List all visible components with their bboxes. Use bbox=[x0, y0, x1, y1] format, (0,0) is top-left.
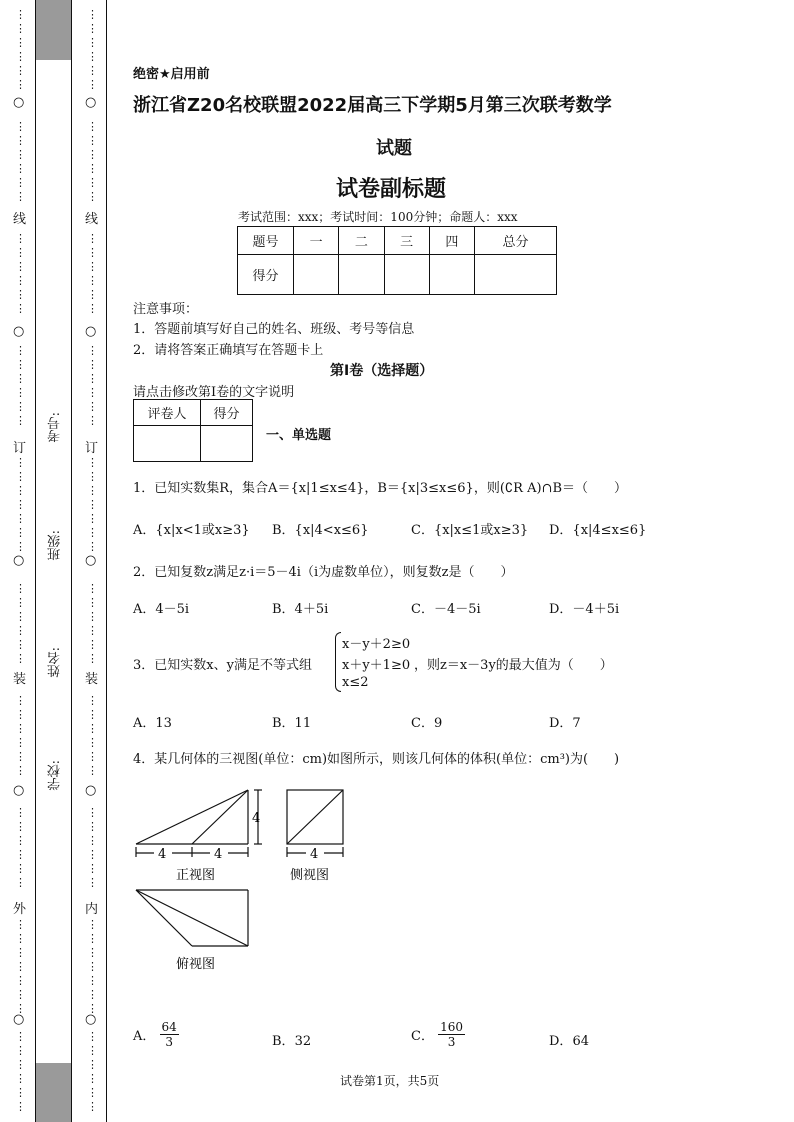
binding-dot: ⋮ bbox=[15, 470, 26, 483]
binding-dot: ⋮ bbox=[15, 344, 26, 357]
dim-label: 4 bbox=[310, 847, 319, 862]
grader-header: 得分 bbox=[201, 400, 253, 426]
numerator: 64 bbox=[161, 1020, 177, 1034]
binding-dot: ⋮ bbox=[87, 736, 98, 749]
outer-mark-7: ○ bbox=[13, 783, 25, 798]
inner-mark-2: 线 bbox=[85, 212, 99, 227]
binding-dot: ⋮ bbox=[87, 988, 98, 1001]
label-exam-number: 考号: bbox=[48, 412, 63, 443]
binding-dot: ⋮ bbox=[15, 624, 26, 637]
binding-dot: ⋮ bbox=[87, 1030, 98, 1043]
binding-dot: ⋮ bbox=[87, 932, 98, 945]
binding-dot: ⋮ bbox=[15, 1086, 26, 1099]
binding-dot: ⋮ bbox=[15, 694, 26, 707]
q3-option-b[interactable]: B．11 bbox=[272, 716, 312, 731]
outer-mark-2: 线 bbox=[13, 212, 27, 227]
binding-dot: ⋮ bbox=[15, 484, 26, 497]
binding-dot: ⋮ bbox=[87, 8, 98, 21]
binding-dot: ⋮ bbox=[87, 624, 98, 637]
outer-mark-3: ○ bbox=[13, 324, 25, 339]
binding-dot: ⋮ bbox=[87, 176, 98, 189]
option-value: 32 bbox=[294, 1034, 312, 1049]
page-title: 浙江省Z20名校联盟2022届高三下学期5月第三次联考数学 bbox=[133, 95, 612, 116]
notes-item: 1．答题前填写好自己的姓名、班级、考号等信息 bbox=[133, 322, 415, 337]
binding-dot: ⋮ bbox=[87, 638, 98, 651]
binding-dot: ⋮ bbox=[87, 694, 98, 707]
q3-option-c[interactable]: C．9 bbox=[411, 716, 443, 731]
binding-dot: ⋮ bbox=[15, 162, 26, 175]
denominator: 3 bbox=[165, 1035, 173, 1049]
score-cell[interactable] bbox=[294, 255, 339, 295]
binding-dot: ⋮ bbox=[15, 526, 26, 539]
binding-dot: ⋮ bbox=[15, 736, 26, 749]
page-subtitle: 试卷副标题 bbox=[336, 177, 447, 202]
binding-dot: ⋮ bbox=[15, 400, 26, 413]
binding-dot: ⋮ bbox=[15, 1044, 26, 1057]
page-footer: 试卷第1页，共5页 bbox=[340, 1074, 440, 1088]
binding-dot: ⋮ bbox=[87, 1058, 98, 1071]
binding-dot: ⋮ bbox=[87, 246, 98, 259]
front-view bbox=[136, 790, 262, 857]
binding-dot: ⋮ bbox=[15, 1072, 26, 1085]
option-letter: B． bbox=[272, 1034, 295, 1049]
denominator: 3 bbox=[447, 1035, 456, 1049]
score-header: 四 bbox=[429, 227, 474, 255]
binding-dot: ⋮ bbox=[87, 918, 98, 931]
binding-dot: ⋮ bbox=[87, 232, 98, 245]
binding-dot: ⋮ bbox=[15, 372, 26, 385]
binding-dot: ⋮ bbox=[15, 134, 26, 147]
binding-dot: ⋮ bbox=[15, 120, 26, 133]
binding-dot: ⋮ bbox=[87, 288, 98, 301]
binding-dot: ⋮ bbox=[15, 232, 26, 245]
inner-mark-5: ○ bbox=[85, 553, 97, 568]
score-header: 题号 bbox=[238, 227, 294, 255]
outer-mark-4: 订 bbox=[13, 441, 27, 456]
binding-dot: ⋮ bbox=[87, 344, 98, 357]
fraction bbox=[438, 1020, 465, 1049]
binding-dot: ⋮ bbox=[87, 764, 98, 777]
binding-dot: ⋮ bbox=[87, 526, 98, 539]
inner-mark-4: 订 bbox=[85, 441, 99, 456]
inner-mark-6: 装 bbox=[85, 672, 99, 687]
binding-dot: ⋮ bbox=[15, 946, 26, 959]
binding-dot: ⋮ bbox=[87, 484, 98, 497]
binding-line-2 bbox=[71, 0, 72, 1122]
binding-dot: ⋮ bbox=[15, 652, 26, 665]
binding-dot: ⋮ bbox=[15, 1030, 26, 1043]
binding-dot: ⋮ bbox=[87, 50, 98, 63]
binding-dot: ⋮ bbox=[15, 806, 26, 819]
binding-dot: ⋮ bbox=[87, 610, 98, 623]
binding-dot: ⋮ bbox=[87, 148, 98, 161]
binding-dot: ⋮ bbox=[87, 1072, 98, 1085]
binding-dot: ⋮ bbox=[87, 652, 98, 665]
q3-system-line: x≤2 bbox=[342, 675, 369, 690]
binding-dot: ⋮ bbox=[15, 582, 26, 595]
binding-dot: ⋮ bbox=[87, 1002, 98, 1015]
grader-cell[interactable] bbox=[201, 426, 253, 462]
binding-dot: ⋮ bbox=[87, 400, 98, 413]
binding-dot: ⋮ bbox=[15, 8, 26, 21]
binding-dot: ⋮ bbox=[15, 176, 26, 189]
binding-dot: ⋮ bbox=[15, 932, 26, 945]
binding-dot: ⋮ bbox=[87, 876, 98, 889]
score-header: 一 bbox=[294, 227, 339, 255]
binding-dot: ⋮ bbox=[87, 414, 98, 427]
binding-dot: ⋮ bbox=[87, 960, 98, 973]
binding-dot: ⋮ bbox=[15, 260, 26, 273]
binding-dot: ⋮ bbox=[15, 960, 26, 973]
binding-dot: ⋮ bbox=[15, 596, 26, 609]
fraction bbox=[160, 1020, 179, 1049]
binding-dot: ⋮ bbox=[15, 638, 26, 651]
numerator: 160 bbox=[440, 1020, 463, 1034]
binding-dot: ⋮ bbox=[15, 834, 26, 847]
grader-cell[interactable] bbox=[134, 426, 201, 462]
q3-system-line: x－y＋2≥0 bbox=[342, 637, 411, 652]
binding-dot: ⋮ bbox=[87, 848, 98, 861]
binding-dot: ⋮ bbox=[87, 134, 98, 147]
confidential-mark: 绝密★启用前 bbox=[133, 67, 210, 82]
binding-dot: ⋮ bbox=[15, 64, 26, 77]
three-view-figure bbox=[130, 785, 360, 975]
binding-dot: ⋮ bbox=[15, 988, 26, 1001]
score-row-label: 得分 bbox=[238, 255, 294, 295]
outer-mark-6: 装 bbox=[13, 672, 27, 687]
binding-dot: ⋮ bbox=[15, 848, 26, 861]
binding-dot: ⋮ bbox=[15, 764, 26, 777]
binding-dot: ⋮ bbox=[87, 974, 98, 987]
binding-dot: ⋮ bbox=[15, 190, 26, 203]
binding-dot: ⋮ bbox=[15, 288, 26, 301]
score-cell[interactable] bbox=[475, 255, 557, 295]
binding-dot: ⋮ bbox=[87, 36, 98, 49]
binding-dot: ⋮ bbox=[87, 302, 98, 315]
section-title: 第I卷（选择题） bbox=[330, 363, 434, 379]
binding-dot: ⋮ bbox=[15, 414, 26, 427]
outer-mark-5: ○ bbox=[13, 553, 25, 568]
binding-dot: ⋮ bbox=[15, 540, 26, 553]
binding-band-top bbox=[35, 0, 71, 60]
q4-option-d[interactable] bbox=[549, 1030, 589, 1049]
binding-dot: ⋮ bbox=[87, 358, 98, 371]
top-view bbox=[136, 890, 248, 946]
binding-dot: ⋮ bbox=[87, 386, 98, 399]
label-name: 姓名: bbox=[48, 647, 63, 678]
label-school: 学校: bbox=[48, 760, 63, 791]
inner-mark-7: ○ bbox=[85, 783, 97, 798]
binding-dot: ⋮ bbox=[87, 708, 98, 721]
binding-dot: ⋮ bbox=[15, 302, 26, 315]
inner-mark-1: ○ bbox=[85, 95, 97, 110]
q1-option-c[interactable]: C．{x|x≤1或x≥3} bbox=[411, 523, 529, 538]
q4-stem: 4．某几何体的三视图(单位：cm)如图所示，则该几何体的体积(单位：cm³)为( ) bbox=[133, 752, 620, 767]
q3-stem-prefix: 3．已知实数x、y满足不等式组 bbox=[133, 658, 312, 673]
grader-table bbox=[133, 399, 253, 462]
binding-dot: ⋮ bbox=[87, 834, 98, 847]
binding-dot: ⋮ bbox=[87, 722, 98, 735]
binding-dot: ⋮ bbox=[87, 498, 98, 511]
dim-label: 4 bbox=[158, 847, 167, 862]
score-table bbox=[237, 226, 557, 295]
option-letter: A． bbox=[133, 1029, 156, 1044]
binding-dot: ⋮ bbox=[87, 274, 98, 287]
binding-dot: ⋮ bbox=[87, 260, 98, 273]
q3-option-a[interactable]: A．13 bbox=[133, 716, 172, 731]
q3-option-d[interactable]: D．7 bbox=[549, 716, 581, 731]
binding-dot: ⋮ bbox=[15, 1100, 26, 1113]
exam-info: 考试范围：xxx；考试时间：100分钟；命题人：xxx bbox=[238, 210, 518, 224]
binding-dot: ⋮ bbox=[87, 162, 98, 175]
binding-dot: ⋮ bbox=[15, 974, 26, 987]
binding-dot: ⋮ bbox=[87, 750, 98, 763]
label-class: 班级: bbox=[48, 530, 63, 561]
q4-option-a[interactable] bbox=[133, 1020, 179, 1049]
score-cell[interactable] bbox=[384, 255, 429, 295]
binding-dot: ⋮ bbox=[15, 22, 26, 35]
binding-dot: ⋮ bbox=[87, 190, 98, 203]
binding-dot: ⋮ bbox=[87, 540, 98, 553]
q1-option-d[interactable]: D．{x|4≤x≤6} bbox=[549, 523, 647, 538]
binding-dot: ⋮ bbox=[15, 50, 26, 63]
q3-system-brace bbox=[335, 632, 341, 692]
q1-option-a[interactable]: A．{x|x<1或x≥3} bbox=[133, 523, 250, 538]
binding-dot: ⋮ bbox=[15, 918, 26, 931]
binding-dot: ⋮ bbox=[15, 610, 26, 623]
side-view-label: 侧视图 bbox=[290, 868, 330, 883]
binding-dot: ⋮ bbox=[87, 596, 98, 609]
q2-option-b[interactable]: B．4＋5i bbox=[272, 602, 329, 617]
binding-dot: ⋮ bbox=[15, 1058, 26, 1071]
binding-dot: ⋮ bbox=[15, 274, 26, 287]
binding-dot: ⋮ bbox=[87, 1100, 98, 1113]
binding-dot: ⋮ bbox=[15, 456, 26, 469]
outer-mark-8: 外 bbox=[13, 902, 27, 917]
binding-dot: ⋮ bbox=[15, 36, 26, 49]
binding-dot: ⋮ bbox=[15, 358, 26, 371]
inner-mark-3: ○ bbox=[85, 324, 97, 339]
dim-label: 4 bbox=[214, 847, 223, 862]
binding-dot: ⋮ bbox=[87, 946, 98, 959]
option-value: 64 bbox=[572, 1034, 589, 1049]
option-letter: C． bbox=[411, 1029, 434, 1044]
section-hint: 请点击修改第I卷的文字说明 bbox=[133, 385, 295, 400]
score-header: 总分 bbox=[475, 227, 557, 255]
binding-dot: ⋮ bbox=[15, 862, 26, 875]
notes-item: 2．请将答案正确填写在答题卡上 bbox=[133, 343, 324, 358]
binding-line-3 bbox=[106, 0, 107, 1122]
part-title: 一、单选题 bbox=[266, 428, 332, 443]
score-cell[interactable] bbox=[339, 255, 384, 295]
binding-line-1 bbox=[35, 0, 36, 1122]
inner-mark-8: 内 bbox=[85, 902, 99, 917]
q4-option-c[interactable] bbox=[411, 1020, 465, 1049]
binding-dot: ⋮ bbox=[87, 78, 98, 91]
score-cell[interactable] bbox=[429, 255, 474, 295]
binding-dot: ⋮ bbox=[87, 22, 98, 35]
q2-option-c[interactable]: C．－4－5i bbox=[411, 602, 481, 617]
binding-dot: ⋮ bbox=[87, 470, 98, 483]
binding-dot: ⋮ bbox=[15, 148, 26, 161]
binding-dot: ⋮ bbox=[87, 120, 98, 133]
binding-dot: ⋮ bbox=[87, 582, 98, 595]
inner-mark-9: ○ bbox=[85, 1012, 97, 1027]
binding-dot: ⋮ bbox=[15, 1002, 26, 1015]
grader-header: 评卷人 bbox=[134, 400, 201, 426]
q3-system-line: x＋y＋1≥0 bbox=[342, 658, 411, 673]
binding-dot: ⋮ bbox=[15, 876, 26, 889]
binding-dot: ⋮ bbox=[87, 512, 98, 525]
outer-mark-1: ○ bbox=[13, 95, 25, 110]
q2-option-a[interactable]: A．4－5i bbox=[133, 602, 190, 617]
score-header: 三 bbox=[384, 227, 429, 255]
binding-dot: ⋮ bbox=[87, 1044, 98, 1057]
binding-dot: ⋮ bbox=[15, 498, 26, 511]
binding-dot: ⋮ bbox=[15, 512, 26, 525]
option-letter: D． bbox=[549, 1034, 573, 1049]
dim-label: 4 bbox=[252, 811, 261, 826]
q2-stem: 2．已知复数z满足z·i＝5－4i（i为虚数单位），则复数z是（ ） bbox=[133, 565, 514, 580]
binding-dot: ⋮ bbox=[15, 386, 26, 399]
binding-dot: ⋮ bbox=[87, 1086, 98, 1099]
top-view-label: 俯视图 bbox=[176, 957, 216, 972]
q1-option-b[interactable]: B．{x|4<x≤6} bbox=[272, 523, 369, 538]
q4-option-b[interactable] bbox=[272, 1030, 311, 1049]
notes-title: 注意事项： bbox=[133, 302, 199, 317]
binding-dot: ⋮ bbox=[15, 78, 26, 91]
binding-band-bottom bbox=[35, 1063, 71, 1122]
binding-dot: ⋮ bbox=[15, 246, 26, 259]
binding-dot: ⋮ bbox=[87, 820, 98, 833]
q1-stem: 1．已知实数集R，集合A＝{x|1≤x≤4}，B＝{x|3≤x≤6}，则(∁R A)∩B＝（ ） bbox=[133, 481, 627, 496]
binding-dot: ⋮ bbox=[15, 750, 26, 763]
outer-mark-9: ○ bbox=[13, 1012, 25, 1027]
binding-dot: ⋮ bbox=[87, 806, 98, 819]
binding-dot: ⋮ bbox=[15, 708, 26, 721]
binding-dot: ⋮ bbox=[87, 862, 98, 875]
binding-dot: ⋮ bbox=[87, 456, 98, 469]
binding-dot: ⋮ bbox=[15, 820, 26, 833]
front-view-label: 正视图 bbox=[176, 868, 216, 883]
binding-dot: ⋮ bbox=[87, 64, 98, 77]
q3-stem-suffix: ，则z＝x－3y的最大值为（ ） bbox=[414, 658, 613, 673]
binding-dot: ⋮ bbox=[15, 722, 26, 735]
binding-dot: ⋮ bbox=[87, 372, 98, 385]
q2-option-d[interactable]: D．－4＋5i bbox=[549, 602, 620, 617]
score-header: 二 bbox=[339, 227, 384, 255]
page-title-line2: 试题 bbox=[376, 138, 412, 159]
